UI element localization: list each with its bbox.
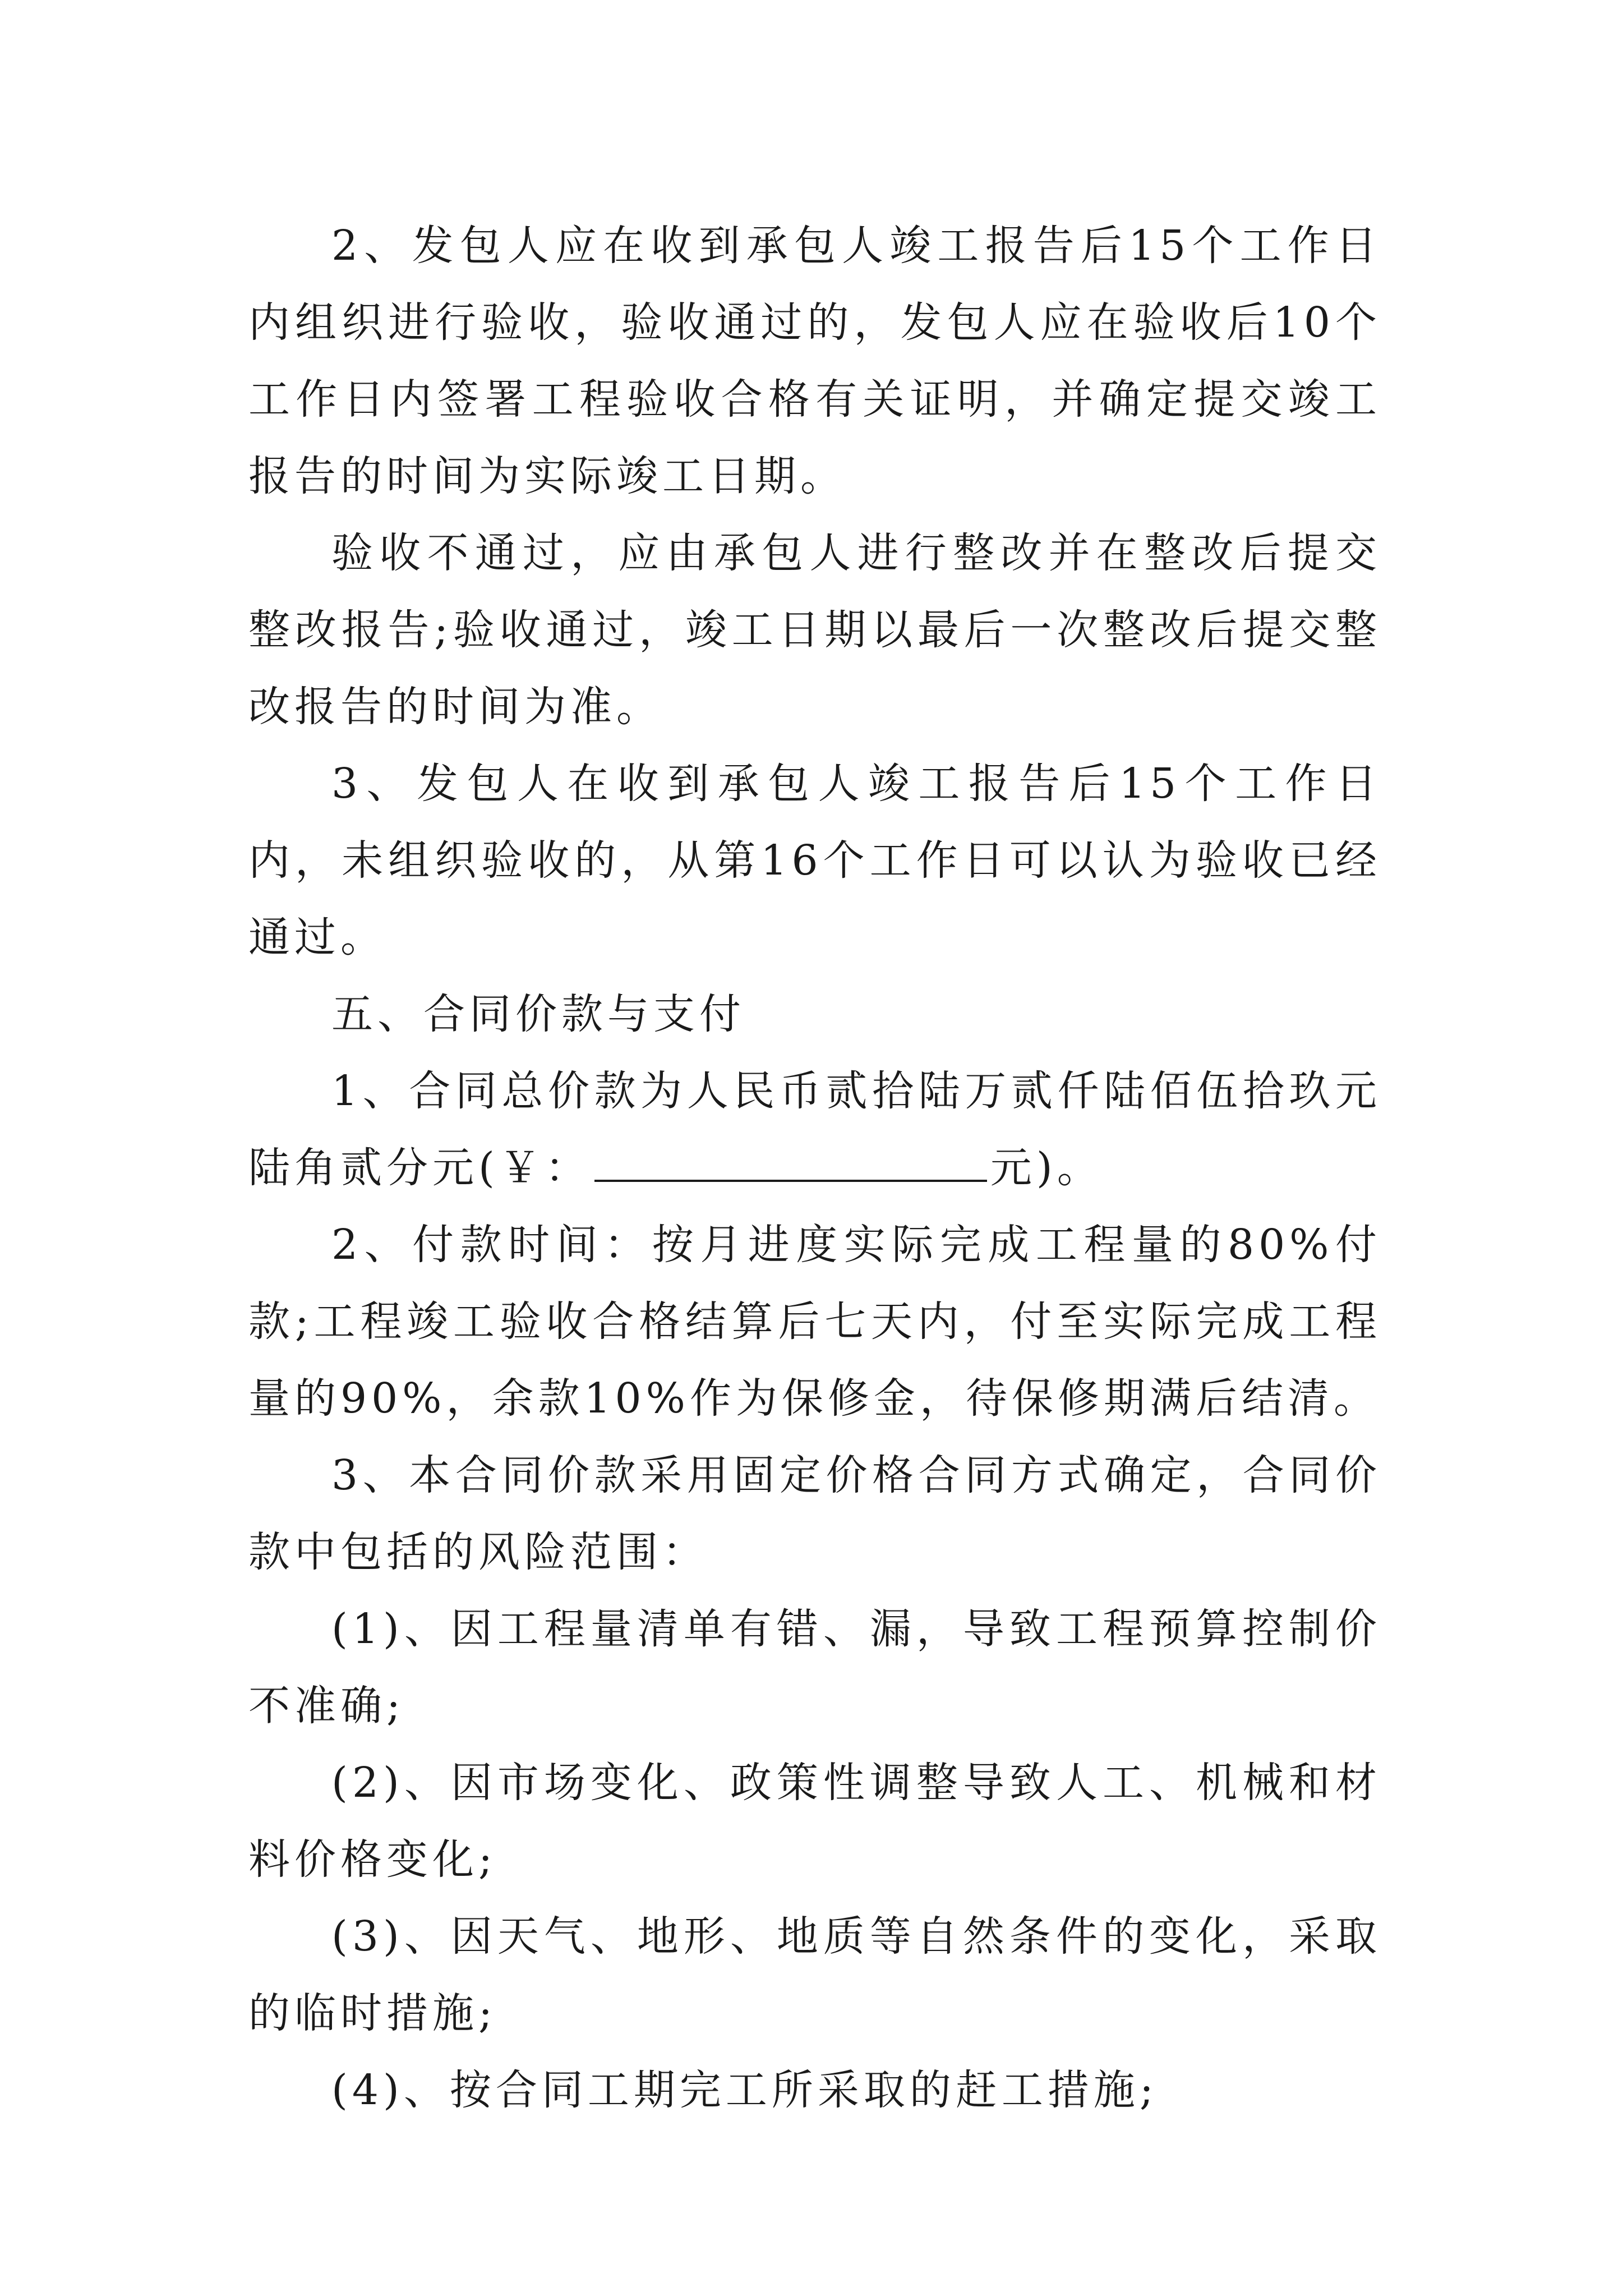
section-heading-price-payment: 五、合同价款与支付 — [331, 990, 745, 1038]
contract-body — [248, 208, 1381, 2129]
risk-item-4: (4)、按合同工期完工所采取的赶工措施; — [331, 2066, 1158, 2114]
risk-item-1: (1)、因工程量清单有错、漏，导致工程预算控制价不准确; — [248, 1605, 1381, 1730]
clause-payment-time: 2、付款时间：按月进度实际完成工程量的80%付款;工程竣工验收合格结算后七天内，付至实际完成工程量的90%，余款10%作为保修金，待保修期满后结清。 — [248, 1221, 1381, 1423]
clause-acceptance-failure: 验收不通过，应由承包人进行整改并在整改后提交整改报告;验收通过，竣工日期以最后一次整改后提交整改报告的时间为准。 — [248, 529, 1381, 731]
clause-acceptance-period: 2、发包人应在收到承包人竣工报告后15个工作日内组织进行验收，验收通过的，发包人应在验收后10个工作日内签署工程验收合格有关证明，并确定提交竣工报告的时间为实际竣工日期。 — [248, 222, 1381, 500]
clause-acceptance-deemed: 3、发包人在收到承包人竣工报告后15个工作日内，未组织验收的，从第16个工作日可以认为验收已经通过。 — [248, 760, 1381, 961]
total-price-text: 1、合同总价款为人民币贰拾陆万贰仟陆佰伍拾玖元陆角贰分元(￥： — [248, 1067, 1381, 1192]
clause-fixed-price: 3、本合同价款采用固定价格合同方式确定，合同价款中包括的风险范围： — [248, 1451, 1381, 1576]
amount-blank-line — [594, 1140, 987, 1182]
risk-item-2: (2)、因市场变化、政策性调整导致人工、机械和材料价格变化; — [248, 1759, 1381, 1884]
total-price-unit: 元)。 — [990, 1144, 1103, 1192]
clause-total-price — [248, 1053, 1381, 1207]
risk-item-3: (3)、因天气、地形、地质等自然条件的变化，采取的临时措施; — [248, 1912, 1381, 2037]
